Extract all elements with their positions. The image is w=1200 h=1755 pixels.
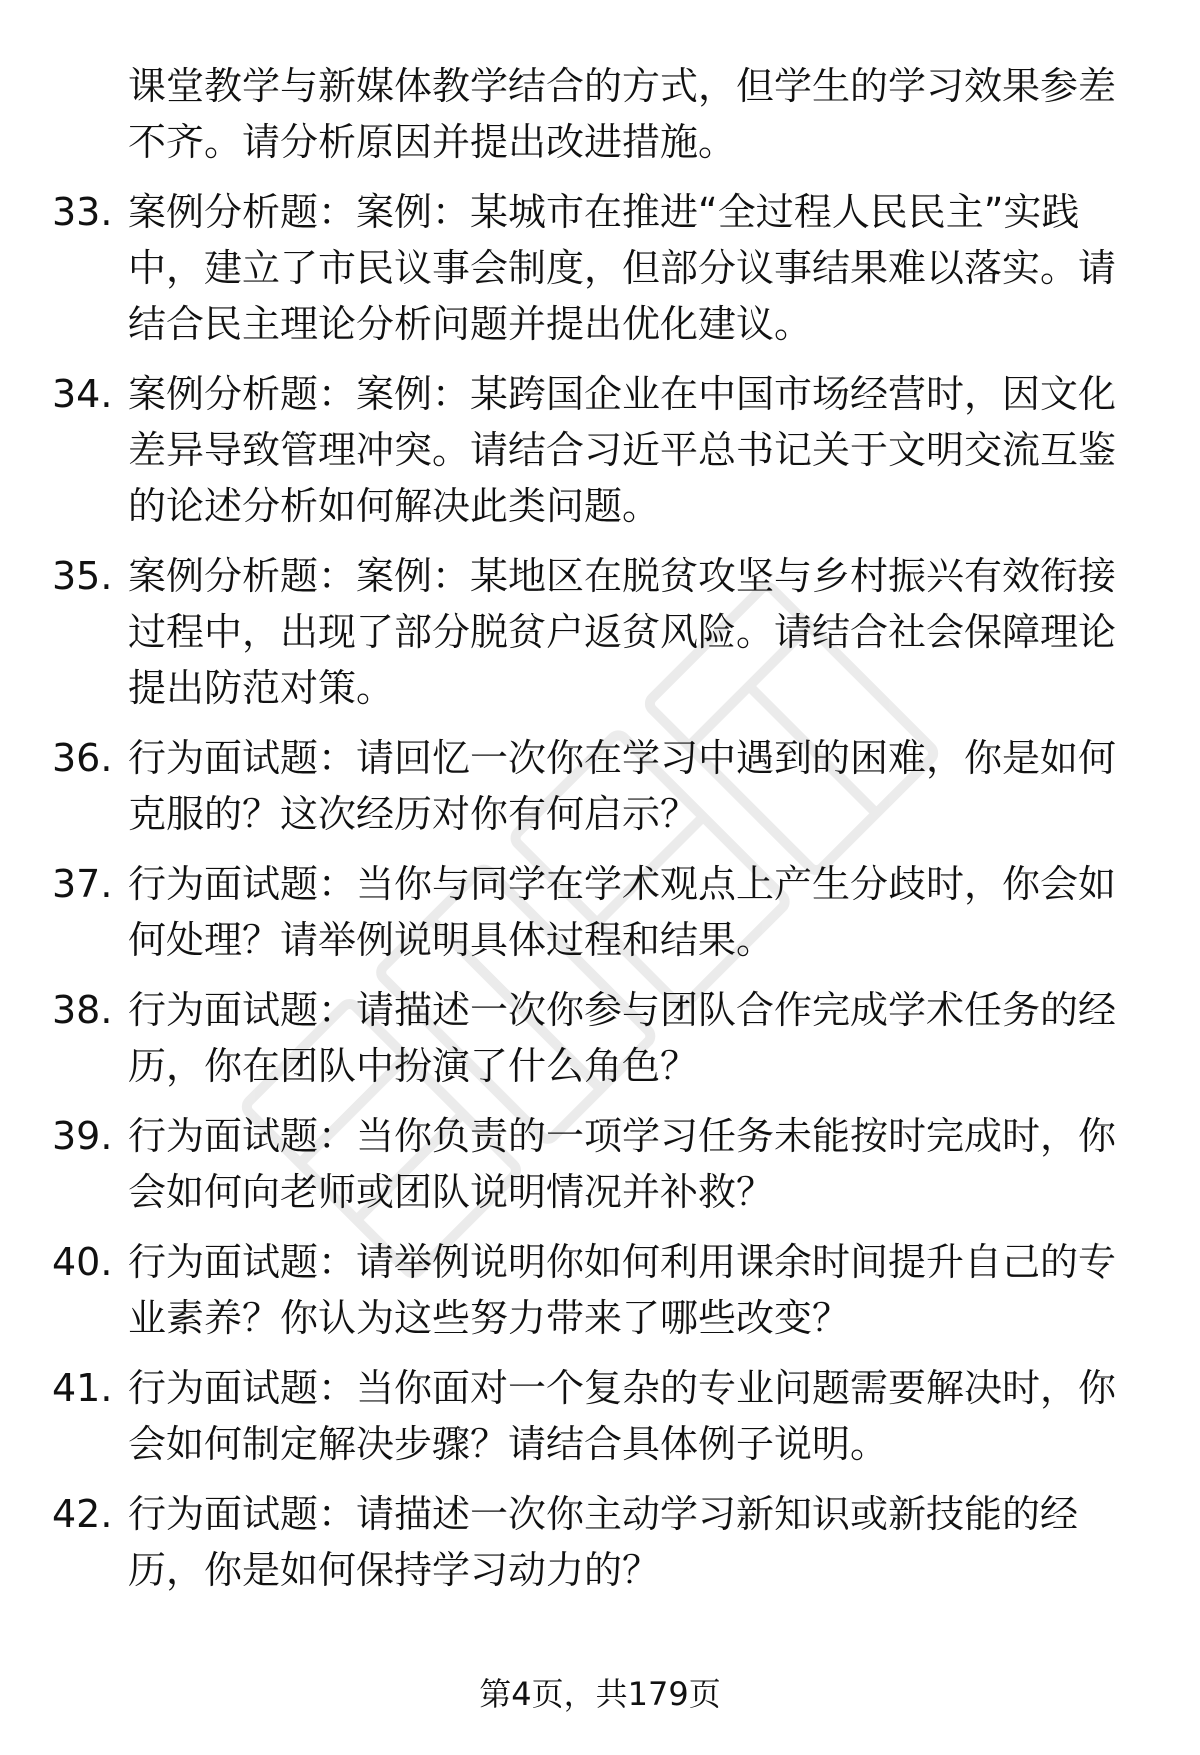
question-text: 行为面试题：请描述一次你主动学习新知识或新技能的经历，你是如何保持学习动力的？ — [128, 1492, 1079, 1592]
question-item-34 — [52, 366, 1152, 534]
question-number: 33. — [52, 190, 113, 234]
question-text: 行为面试题：请回忆一次你在学习中遇到的困难，你是如何克服的？这次经历对你有何启示？ — [128, 736, 1117, 836]
question-item-42 — [52, 1486, 1152, 1598]
question-item-38 — [52, 982, 1152, 1094]
question-number: 42. — [52, 1492, 113, 1536]
question-item-39 — [52, 1108, 1152, 1220]
question-text: 行为面试题：当你与同学在学术观点上产生分歧时，你会如何处理？请举例说明具体过程和结果。 — [128, 862, 1117, 962]
question-text: 案例分析题：案例：某地区在脱贫攻坚与乡村振兴有效衔接过程中，出现了部分脱贫户返贫风险。请结合社会保障理论提出防范对策。 — [128, 554, 1117, 710]
question-text: 案例分析题：案例：某城市在推进“全过程人民民主”实践中，建立了市民议事会制度，但部分议事结果难以落实。请结合民主理论分析问题并提出优化建议。 — [128, 190, 1117, 346]
question-continuation — [52, 58, 1152, 170]
question-text: 行为面试题：请举例说明你如何利用课余时间提升自己的专业素养？你认为这些努力带来了哪些改变？ — [128, 1240, 1117, 1340]
question-number: 34. — [52, 372, 113, 416]
question-number: 41. — [52, 1366, 113, 1410]
question-item-40 — [52, 1234, 1152, 1346]
question-text: 行为面试题：请描述一次你参与团队合作完成学术任务的经历，你在团队中扮演了什么角色？ — [128, 988, 1117, 1088]
question-number: 37. — [52, 862, 113, 906]
question-text: 行为面试题：当你面对一个复杂的专业问题需要解决时，你会如何制定解决步骤？请结合具体例子说明。 — [128, 1366, 1117, 1466]
page-number-label: 第4页，共179页 — [479, 1675, 721, 1713]
question-item-41 — [52, 1360, 1152, 1472]
question-item-35 — [52, 548, 1152, 716]
question-text: 案例分析题：案例：某跨国企业在中国市场经营时，因文化差异导致管理冲突。请结合习近平总书记关于文明交流互鉴的论述分析如何解决此类问题。 — [128, 372, 1117, 528]
question-number: 35. — [52, 554, 113, 598]
question-item-36 — [52, 730, 1152, 842]
question-item-33 — [52, 184, 1152, 352]
question-number: 38. — [52, 988, 113, 1032]
question-number: 39. — [52, 1114, 113, 1158]
question-number: 36. — [52, 736, 113, 780]
question-text: 行为面试题：当你负责的一项学习任务未能按时完成时，你会如何向老师或团队说明情况并补救？ — [128, 1114, 1117, 1214]
continuation-text: 课堂教学与新媒体教学结合的方式，但学生的学习效果参差不齐。请分析原因并提出改进措施。 — [128, 64, 1117, 164]
page-footer — [0, 1672, 1200, 1716]
question-list — [52, 58, 1152, 1612]
question-item-37 — [52, 856, 1152, 968]
question-number: 40. — [52, 1240, 113, 1284]
